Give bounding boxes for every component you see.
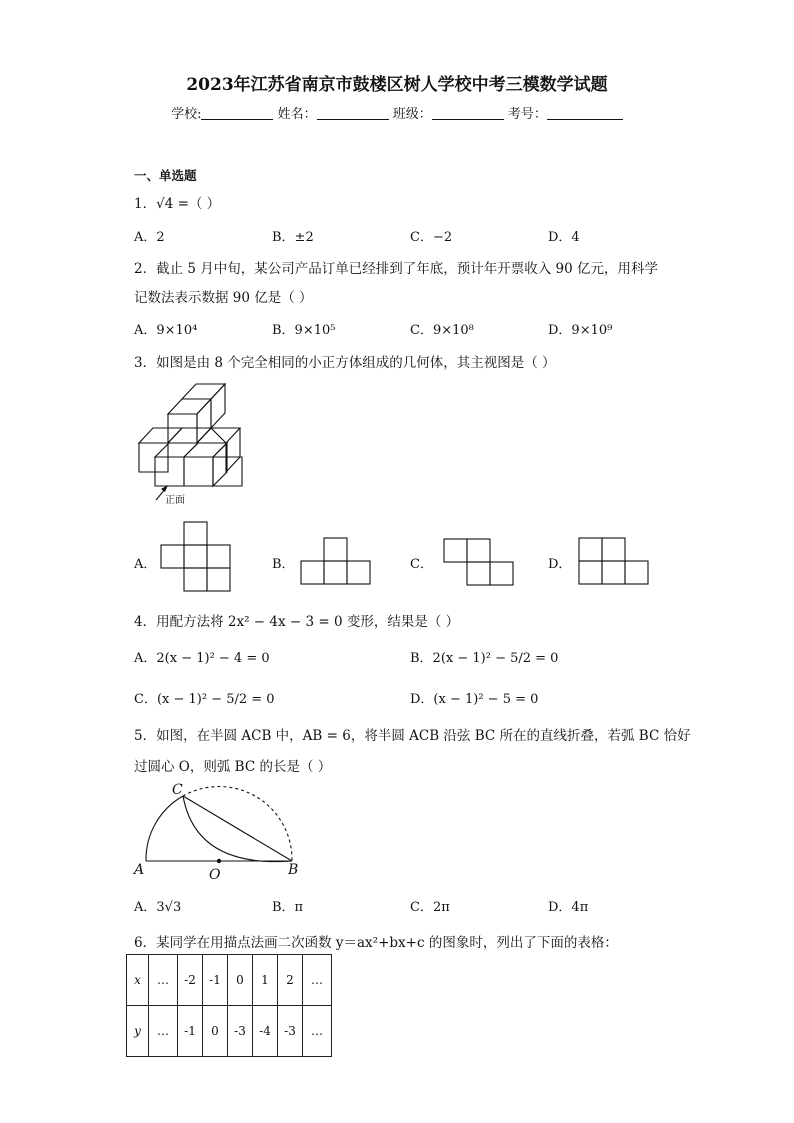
table-row (127, 1006, 332, 1057)
option-b[interactable]: B．9×10⁵ (272, 323, 336, 338)
question-text: 如图是由 8 个完全相同的小正方体组成的几何体，其主视图是（ ） (156, 355, 556, 371)
question-text: √4 =（ ） (156, 196, 221, 212)
option-c-figure[interactable] (444, 539, 513, 585)
value-table (126, 954, 332, 1057)
arc-ac (146, 796, 183, 861)
question-text: 某同学在用描点法画二次函数 y＝ax²+bx+c 的图象时，列出了下面的表格： (156, 935, 618, 951)
table-cell: -2 (178, 955, 203, 1006)
question-text: 截止 5 月中旬，某公司产品订单已经排到了年底，预计年开票收入 90 亿元，用科学 (156, 261, 659, 277)
question-number: 1． (134, 196, 157, 212)
question-number: 2． (134, 261, 157, 277)
table-cell: … (149, 1006, 178, 1057)
table-cell: -1 (203, 955, 228, 1006)
option-c[interactable]: C．−2 (410, 230, 453, 245)
question-5-line2: 过圆心 O，则弧 BC 的长是（ ） (134, 759, 332, 775)
class-label: 班级： (392, 107, 432, 122)
center-point (217, 859, 221, 863)
table-cell: 0 (203, 1006, 228, 1057)
name-label: 姓名： (277, 107, 317, 122)
front-label: 正面 (165, 495, 185, 506)
option-c[interactable]: C．9×10⁸ (410, 323, 474, 338)
table-cell: -3 (228, 1006, 253, 1057)
question-number: 5． (134, 728, 157, 744)
question-number: 4． (134, 614, 157, 630)
question-text: 用配方法将 2x² − 4x − 3 = 0 变形，结果是（ ） (156, 614, 460, 630)
question-6 (134, 931, 618, 951)
option-a[interactable]: A．3√3 (134, 900, 182, 915)
question-text: 如图，在半圆 ACB 中，AB = 6，将半圆 ACB 沿弦 BC 所在的直线折叠，若弧 BC 恰好 (156, 728, 691, 744)
option-a[interactable]: A．2 (134, 230, 165, 245)
label-o: O (209, 867, 221, 883)
question-number: 3． (134, 355, 157, 371)
table-cell: … (303, 1006, 332, 1057)
option-a[interactable]: A．9×10⁴ (134, 323, 198, 338)
option-d[interactable]: D． (548, 557, 572, 572)
option-d[interactable]: D．(x − 1)² − 5 = 0 (410, 692, 539, 707)
table-cell: 2 (278, 955, 303, 1006)
school-label: 学校: (171, 107, 202, 122)
table-cell: -4 (253, 1006, 278, 1057)
table-cell: … (149, 955, 178, 1006)
option-b[interactable]: B． (272, 557, 295, 572)
table-cell: 0 (228, 955, 253, 1006)
dashed-arc-cb (183, 786, 292, 861)
option-a[interactable]: A．2(x − 1)² − 4 = 0 (134, 651, 270, 666)
option-b[interactable]: B．π (272, 900, 304, 915)
table-cell: -3 (278, 1006, 303, 1057)
table-cell: … (303, 955, 332, 1006)
option-d[interactable]: D．9×10⁹ (548, 323, 613, 338)
option-b[interactable]: B．2(x − 1)² − 5/2 = 0 (410, 651, 559, 666)
section-heading: 一、单选题 (134, 168, 197, 183)
label-a: A (134, 862, 145, 878)
semicircle-figure (0, 0, 320, 900)
table-cell: x (127, 955, 149, 1006)
option-a[interactable]: A． (134, 557, 157, 572)
option-c[interactable]: C． (410, 557, 433, 572)
option-c[interactable]: C．(x − 1)² − 5/2 = 0 (134, 692, 275, 707)
question-number: 6． (134, 935, 157, 951)
exam-no-label: 考号： (507, 107, 547, 122)
table-row (127, 955, 332, 1006)
label-b: B (288, 862, 299, 878)
option-d-figure[interactable] (579, 538, 648, 584)
option-d[interactable]: D．4π (548, 900, 589, 915)
option-b[interactable]: B．±2 (272, 230, 314, 245)
table-cell: 1 (253, 955, 278, 1006)
table-cell: -1 (178, 1006, 203, 1057)
chord-bc (183, 796, 292, 861)
option-c[interactable]: C．2π (410, 900, 450, 915)
page-title: 2023年江苏省南京市鼓楼区树人学校中考三模数学试题 (186, 75, 608, 95)
option-d[interactable]: D．4 (548, 230, 580, 245)
question-2-line2: 记数法表示数据 90 亿是（ ） (134, 290, 313, 306)
table-cell: y (127, 1006, 149, 1057)
label-c: C (172, 782, 183, 798)
